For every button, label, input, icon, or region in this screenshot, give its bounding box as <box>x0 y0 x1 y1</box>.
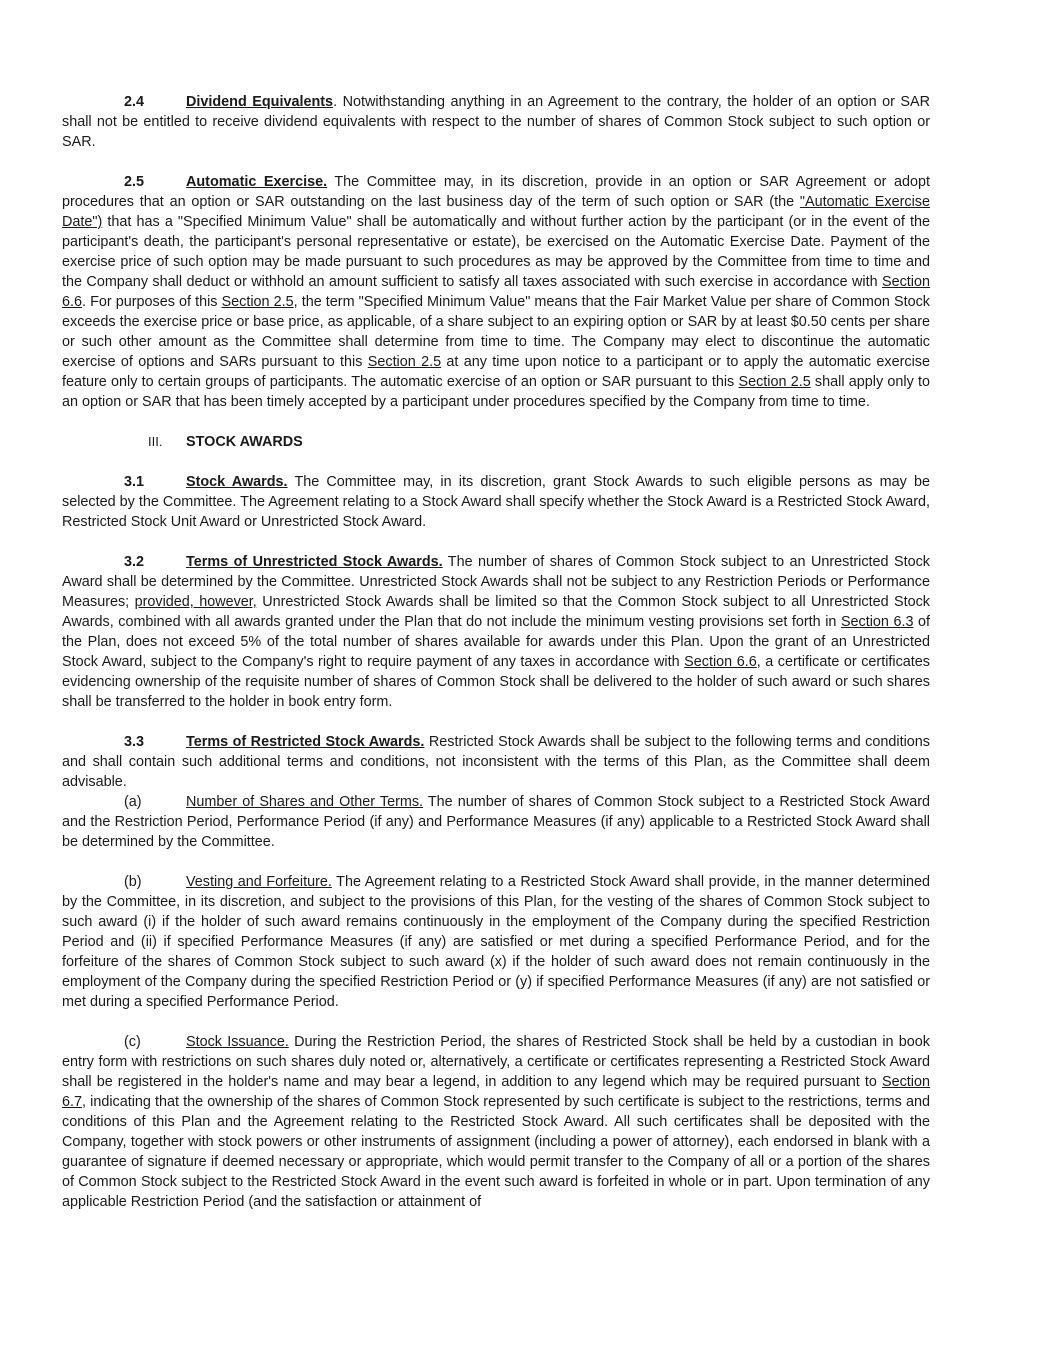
section-number: 3.1 <box>124 474 145 490</box>
section-text: Restricted Stock Awards shall be subject to the following terms and conditions and shall contain such additional terms and conditions, not inconsistent with the terms of this Plan, as the Committee shall deem advisable. <box>62 734 930 790</box>
proviso-term: provided, however, <box>134 594 257 610</box>
section-2-5 <box>62 172 930 412</box>
section-reference: Section 2.5 <box>367 354 442 370</box>
section-number: 3.2 <box>124 554 145 570</box>
subsection-number: (a) <box>124 794 142 810</box>
section-reference: Section 6.6 <box>684 654 757 670</box>
subsection-3-3-c <box>62 1032 930 1212</box>
section-title: Terms of Restricted Stock Awards. <box>186 734 425 750</box>
section-text: of the Plan, does not exceed 5% of the total number of shares available for awards under this Plan. Upon the grant of an Unrestricted Stock Award, subject to the Company's right to require payment of any taxes in accordance with <box>62 614 930 670</box>
section-text: , the term "Specified Minimum Value" means that the Fair Market Value per share of Common Stock exceeds the exercise price or base price, as applicable, of a share subject to an expiring option or SAR by at least $0.50 cents per share or such other amount as the Committee shall determine from time to time. The Company may elect to discontinue the automatic exercise of options and SARs pursuant to this <box>62 294 930 370</box>
section-text: . For purposes of this <box>82 294 222 310</box>
subsection-title: Stock Issuance. <box>186 1034 289 1050</box>
section-reference: Section 6.7 <box>62 1074 930 1110</box>
section-text: The number of shares of Common Stock subject to an Unrestricted Stock Award shall be determined by the Committee. Unrestricted Stock Awards shall not be subject to any Restriction Periods or Performance Measures; <box>62 554 930 610</box>
section-reference: Section 6.3 <box>840 614 914 630</box>
section-text: Unrestricted Stock Awards shall be limited so that the Common Stock subject to all Unrestricted Stock Awards, combined with all awards granted under the Plan that do not include the minimum vesting provisions set forth in <box>62 594 931 630</box>
subsection-text: , indicating that the ownership of the shares of Common Stock represented by such certificate is subject to the restrictions, terms and conditions of this Plan and the Agreement relating to the Restricted Stock Award. All such certificates shall be deposited with the Company, together with stock powers or other instruments of assignment (including a power of attorney), each endorsed in blank with a guarantee of signature if deemed necessary or appropriate, which would permit transfer to the Company of all or a portion of the shares of Common Stock subject to the Restricted Stock Award in the event such award is forfeited in whole or in part. Upon termination of any applicable Restriction Period (and the satisfaction or attainment of <box>62 1094 930 1210</box>
subsection-number: (c) <box>124 1034 141 1050</box>
section-number: 2.4 <box>124 94 145 110</box>
section-title: Dividend Equivalents <box>186 94 334 110</box>
section-text: The Committee may, in its discretion, provide in an option or SAR Agreement or adopt procedures that an option or SAR outstanding on the last business day of the term of such option or SAR (the <box>62 174 930 210</box>
section-2-4 <box>62 92 930 152</box>
section-text: shall apply only to an option or SAR that has been timely accepted by a participant under procedures specified by the Company from time to time. <box>62 374 930 410</box>
defined-term: "Automatic Exercise Date") <box>62 194 930 230</box>
document-page <box>62 92 930 1212</box>
section-3-2 <box>62 552 930 712</box>
section-title: Stock Awards. <box>186 474 288 490</box>
article-title: STOCK AWARDS <box>186 434 303 450</box>
section-title: Terms of Unrestricted Stock Awards. <box>186 554 443 570</box>
section-text: , a certificate or certificates evidencing ownership of the requisite number of shares of Common Stock shall be delivered to the holder of such award or such shares shall be transferred to the holder in book entry form. <box>62 654 930 710</box>
article-number: III. <box>148 434 163 449</box>
section-reference: Section 2.5 <box>221 294 294 310</box>
article-heading <box>62 432 930 452</box>
section-3-1 <box>62 472 930 532</box>
subsection-text: During the Restriction Period, the shares of Restricted Stock shall be held by a custodian in book entry form with restrictions on such shares duly noted or, alternatively, a certificate or certificates representing a Restricted Stock Award shall be registered in the holder's name and may bear a legend, in addition to any legend which may be required pursuant to <box>62 1034 930 1090</box>
section-reference: Section 2.5 <box>738 374 811 390</box>
subsection-title: Vesting and Forfeiture. <box>186 874 332 890</box>
section-title: Automatic Exercise. <box>186 174 328 190</box>
section-number: 2.5 <box>124 174 145 190</box>
section-text: that has a "Specified Minimum Value" shall be automatically and without further action by the participant (or in the event of the participant's death, the participant's personal representative or estate), be exercised on the Automatic Exercise Date. Payment of the exercise price of such option may be made pursuant to such procedures as may be approved by the Committee from time to time and the Company shall deduct or withhold an amount sufficient to satisfy all taxes associated with such exercise in accordance with <box>62 214 930 290</box>
subsection-3-3-a <box>62 792 930 852</box>
subsection-number: (b) <box>124 874 142 890</box>
subsection-text: The Agreement relating to a Restricted Stock Award shall provide, in the manner determined by the Committee, in its discretion, and subject to the provisions of this Plan, for the vesting of the shares of Common Stock subject to such award (i) if the holder of such award remains continuously in the employment of the Company during the specified Restriction Period and (ii) if specified Performance Measures (if any) are satisfied or met during a specified Performance Period, and for the forfeiture of the shares of Common Stock subject to such award (x) if the holder of such award does not remain continuously in the employment of the Company during the specified Restriction Period or (y) if specified Performance Measures (if any) are not satisfied or met during a specified Performance Period. <box>62 874 930 1010</box>
section-3-3 <box>62 732 930 792</box>
section-text: . Notwithstanding anything in an Agreement to the contrary, the holder of an option or SAR shall not be entitled to receive dividend equivalents with respect to the number of shares of Common Stock subject to such option or SAR. <box>62 94 930 150</box>
subsection-title: Number of Shares and Other Terms. <box>186 794 424 810</box>
subsection-text: The number of shares of Common Stock subject to a Restricted Stock Award and the Restriction Period, Performance Period (if any) and Performance Measures (if any) applicable to a Restricted Stock Award shall be determined by the Committee. <box>62 794 930 850</box>
section-reference: Section 6.6 <box>62 274 930 310</box>
section-number: 3.3 <box>124 734 145 750</box>
subsection-3-3-b <box>62 872 930 1012</box>
section-text: The Committee may, in its discretion, grant Stock Awards to such eligible persons as may be selected by the Committee. The Agreement relating to a Stock Award shall specify whether the Stock Award is a Restricted Stock Award, Restricted Stock Unit Award or Unrestricted Stock Award. <box>62 474 931 530</box>
section-text: at any time upon notice to a participant or to apply the automatic exercise feature only to certain groups of participants. The automatic exercise of an option or SAR pursuant to this <box>62 354 930 390</box>
